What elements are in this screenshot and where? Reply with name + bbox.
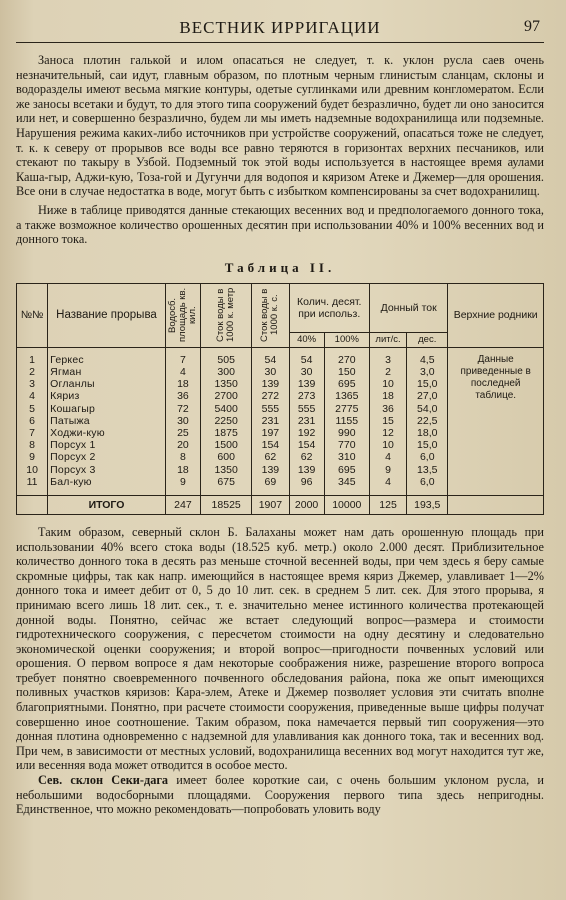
header-bf-ls: лит/с. (369, 332, 406, 347)
total-cell-label: ИТОГО (48, 495, 166, 514)
paragraph-conclusion: Таким образом, северный склон Б. Балаханы может нам дать орошенную площадь при использовании 40% всего стока воды (18.525 куб. метр.) около 2.000 десят. Приблизительное количество донного тока в десять раз меньше сточной весенней воды, при чем здесь я беру самые скромные цифры, так как напр. имеющийся в настоящее время кяриз Джемер, улавливает 1—2% донного тока и имеет дебит от 0, 5 до 10 лит. сек. в среднем 5 лит. сек. Для этого прорыва, я принимаю всего лишь 18 лит. сек., т. е. значительно менее истинного количества протекающей донной воды. Понятно, сейчас же встает следующий вопрос—размера и стоимости гидротехнического сооружения, с пересчетом стоимости на одну десятину и следовательно экономической оценки сооружения; и второй вопрос—пригодности почвенных условий или орошения. О первом вопросе я дам некоторые соображения ниже, разрешение второго вопроса требует понятно своевременного почвенного обследования района, пока же опыт имеющихся поливных участков кяризов: Кара-элем, Атеке и Джемер позволяет условия эти считать вполне благоприятными. Понятно, при расчете стоимости сооружения, приведенные выше цифры получат совершенно иное соотношение. Таким образом, пока намечается первый тип сооружения—это донная плотина одновременно с надземной для улавливания как донного тока, так и весенних вод. При чем, в зависимости от местных условий, водохранилища весенних вод могут находится тут же, или весенняя вода может отводится в особое место. (16, 524, 544, 773)
table-cell-d100: 770 (324, 439, 369, 451)
table-cell-n: 3 (17, 378, 48, 390)
header-upper-springs: Верхние родники (448, 283, 544, 347)
table-cell-area: 8 (165, 451, 200, 463)
header-d100: 100% (324, 332, 369, 347)
running-title: ВЕСТНИК ИРРИГАЦИИ (179, 18, 381, 37)
table-cell-m3: 505 (201, 347, 252, 366)
table-cell-d100: 310 (324, 451, 369, 463)
table-cell-ls: 139 (252, 378, 289, 390)
table-cell-d40: 154 (289, 439, 324, 451)
table-cell-m3: 300 (201, 366, 252, 378)
table-cell-d40: 139 (289, 378, 324, 390)
table-cell-n: 8 (17, 439, 48, 451)
table-cell-area: 18 (165, 464, 200, 476)
table-cell-name: Патыжа (48, 415, 166, 427)
table-cell-m3: 1350 (201, 464, 252, 476)
table-cell-name: Кошагыр (48, 403, 166, 415)
table-cell-bfd: 22,5 (407, 415, 448, 427)
page-number: 97 (524, 18, 540, 35)
total-cell-m3: 18525 (201, 495, 252, 514)
table-cell-m3: 2250 (201, 415, 252, 427)
table-cell-bfd: 27,0 (407, 390, 448, 402)
table-cell-area: 18 (165, 378, 200, 390)
table-cell-m3: 600 (201, 451, 252, 463)
page-header (16, 14, 544, 43)
table-cell-area: 7 (165, 347, 200, 366)
table-cell-bfd: 13,5 (407, 464, 448, 476)
table-cell-n: 5 (17, 403, 48, 415)
table-cell-d40: 231 (289, 415, 324, 427)
table-cell-ls: 54 (252, 347, 289, 366)
table-cell-name: Бал-кую (48, 476, 166, 496)
table-cell-d100: 695 (324, 378, 369, 390)
paragraph-silting: Заноса плотин галькой и илом опасаться не следует, т. к. уклон русла саев очень незначительный, саи идут, главным образом, по плотным черным глинистым сланцам, склоны и водоразделы имеют весьма мягкие контуры, одетые суглинками или древним конгломератом. Если же заносы всетаки и будут, то для этого типа сооружений будет безразлично, будет ли оно заносится или нет, и совершенно безразлично, будем ли мы иметь надземные водохранилища или подземные. Нарушения режима каких-либо источников при устройстве сооружений, опасаться тоже не следует, т. к. к северу от прорывов все воды все равно теряются в горизонтах верхних песчаников, или стекают по такыру в Узбой. Подземный ток этой воды используется в настоящее время аулами Каша-гыр, Аджи-кую, Тоза-гой и Дугунчи для водопоя и кяризом Атеке и Джемер—для орошения. Все они в случае недостатка в воде, могут быть с избытком компенсированы за счет водохранилищ. (16, 53, 544, 199)
table-cell-ls: 231 (252, 415, 289, 427)
table-cell-d40: 139 (289, 464, 324, 476)
table-cell-m3: 675 (201, 476, 252, 496)
table-cell-bf: 3 (369, 347, 406, 366)
table-cell-bf: 9 (369, 464, 406, 476)
total-cell-bf: 125 (369, 495, 406, 514)
table-cell-d100: 990 (324, 427, 369, 439)
runoff-table (16, 283, 544, 515)
total-cell-bfd: 193,5 (407, 495, 448, 514)
table-cell-bfd: 18,0 (407, 427, 448, 439)
header-bottom-flow: Донный ток (369, 283, 447, 332)
table-cell-name: Ягман (48, 366, 166, 378)
table-cell-name: Порсух 1 (48, 439, 166, 451)
total-cell-d40: 2000 (289, 495, 324, 514)
table-cell-d40: 30 (289, 366, 324, 378)
table-cell-m3: 1500 (201, 439, 252, 451)
total-cell-ls: 1907 (252, 495, 289, 514)
table-cell-d40: 192 (289, 427, 324, 439)
table-cell-d100: 1155 (324, 415, 369, 427)
table-remark: Данные приведенные в последней таблице. (448, 347, 544, 495)
table-cell-m3: 5400 (201, 403, 252, 415)
table-cell-name: Порсух 2 (48, 451, 166, 463)
table-cell-bf: 4 (369, 451, 406, 463)
seki-dag-heading: Сев. склон Секи-дага (38, 773, 169, 788)
table-cell-name: Ходжи-кую (48, 427, 166, 439)
table-cell-ls: 139 (252, 464, 289, 476)
table-cell-bfd: 3,0 (407, 366, 448, 378)
table-cell-m3: 2700 (201, 390, 252, 402)
table-cell-area: 72 (165, 403, 200, 415)
table-cell-bf: 18 (369, 390, 406, 402)
table-cell-n: 1 (17, 347, 48, 366)
total-cell-d100: 10000 (324, 495, 369, 514)
table-row (17, 347, 544, 366)
total-cell-area: 247 (165, 495, 200, 514)
total-cell-empty (17, 495, 48, 514)
table-cell-name: Кяриз (48, 390, 166, 402)
table-cell-n: 6 (17, 415, 48, 427)
table-cell-ls: 69 (252, 476, 289, 496)
table-cell-m3: 1875 (201, 427, 252, 439)
table-cell-d40: 54 (289, 347, 324, 366)
table-cell-bf: 10 (369, 378, 406, 390)
table-cell-area: 20 (165, 439, 200, 451)
table-cell-n: 7 (17, 427, 48, 439)
paragraph-table-intro: Ниже в таблице приводятся данные стекающих весенних вод и предпологаемого донного тока, а также возможное количество орошенных десятин при использовании 40% и 100% весенних вод и донного тока. (16, 202, 544, 247)
table-cell-d40: 555 (289, 403, 324, 415)
table-cell-name: Огланлы (48, 378, 166, 390)
table-cell-m3: 1350 (201, 378, 252, 390)
table-cell-ls: 272 (252, 390, 289, 402)
table-cell-n: 10 (17, 464, 48, 476)
header-num: №№ (17, 283, 48, 347)
table-cell-d40: 273 (289, 390, 324, 402)
table-cell-bf: 12 (369, 427, 406, 439)
paragraph-seki-dag (16, 773, 544, 817)
table-total-row (17, 495, 544, 514)
header-runoff-ls: Сток воды в 1000 к. с. (252, 283, 289, 347)
header-dessiatines: Колич. десят. при использ. (289, 283, 369, 332)
header-runoff-m3: Сток воды в 1000 к. метр (201, 283, 252, 347)
table-cell-bfd: 54,0 (407, 403, 448, 415)
table-cell-area: 25 (165, 427, 200, 439)
table-cell-bfd: 6,0 (407, 476, 448, 496)
table-cell-area: 36 (165, 390, 200, 402)
table-cell-n: 4 (17, 390, 48, 402)
table-cell-bf: 10 (369, 439, 406, 451)
table-cell-bfd: 15,0 (407, 378, 448, 390)
table-cell-d100: 150 (324, 366, 369, 378)
table-cell-bfd: 15,0 (407, 439, 448, 451)
table-cell-ls: 30 (252, 366, 289, 378)
table-cell-d100: 270 (324, 347, 369, 366)
header-name: Название прорыва (48, 283, 166, 347)
table-cell-area: 4 (165, 366, 200, 378)
table-cell-bfd: 4,5 (407, 347, 448, 366)
header-bf-des: дес. (407, 332, 448, 347)
table-cell-bf: 2 (369, 366, 406, 378)
table-cell-bf: 36 (369, 403, 406, 415)
table-cell-n: 2 (17, 366, 48, 378)
table-cell-area: 30 (165, 415, 200, 427)
table-cell-ls: 555 (252, 403, 289, 415)
seki-dag-text: имеет более короткие саи, с очень большим уклоном русла, и небольшими водосборными площадями. Сооружения первого типа здесь непригодны. Единственное, что можно рекомендовать—попробовать уловить воду (16, 773, 544, 817)
table-cell-n: 9 (17, 451, 48, 463)
table-cell-bfd: 6,0 (407, 451, 448, 463)
table-cell-area: 9 (165, 476, 200, 496)
total-cell-empty (448, 495, 544, 514)
table-cell-d100: 1365 (324, 390, 369, 402)
table-cell-name: Порсух 3 (48, 464, 166, 476)
table-cell-ls: 197 (252, 427, 289, 439)
table-cell-name: Геркес (48, 347, 166, 366)
header-d40: 40% (289, 332, 324, 347)
table-cell-bf: 15 (369, 415, 406, 427)
table-cell-d40: 62 (289, 451, 324, 463)
table-cell-bf: 4 (369, 476, 406, 496)
table-cell-ls: 154 (252, 439, 289, 451)
table-cell-n: 11 (17, 476, 48, 496)
table-cell-d100: 345 (324, 476, 369, 496)
table-title: Таблица II. (224, 259, 336, 275)
table-cell-d100: 2775 (324, 403, 369, 415)
header-area: Водосб. площадь кв. кил. (165, 283, 200, 347)
table-cell-d40: 96 (289, 476, 324, 496)
table-cell-d100: 695 (324, 464, 369, 476)
table-cell-ls: 62 (252, 451, 289, 463)
